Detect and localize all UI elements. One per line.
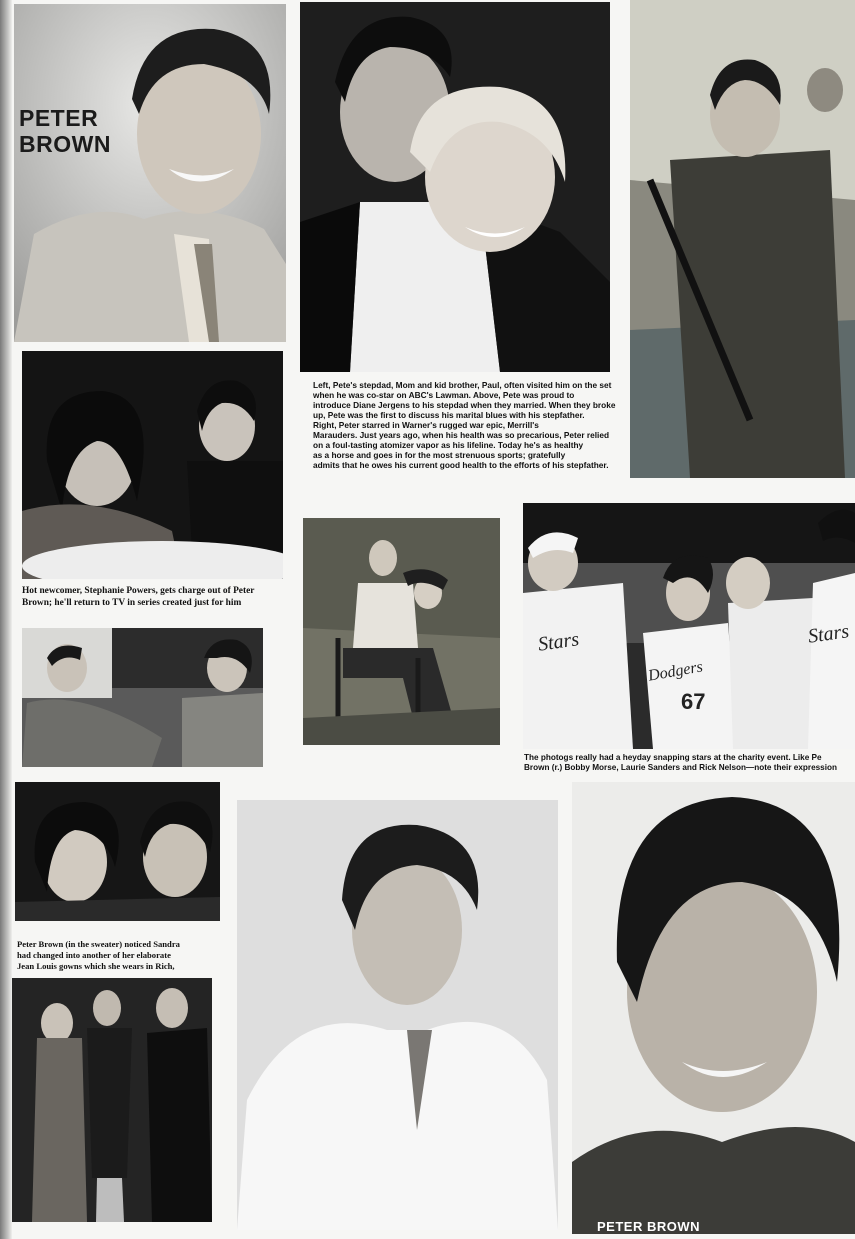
powers-caption-line: Brown; he'll return to TV in series created just for him — [22, 598, 242, 608]
jersey-dodgers: Dodgers — [646, 658, 705, 685]
title-peter: PETER — [19, 105, 99, 131]
powers-caption-line: Hot newcomer, Stephanie Powers, gets charge out of Peter — [22, 586, 255, 596]
charity-caption-line: The photogs really had a heyday snapping stars at the charity event. Like Pe — [524, 753, 822, 762]
stepdad-caption-line: Left, Pete's stepdad, Mom and kid brother, Paul, often visited him on the set — [313, 380, 612, 390]
sandra-caption-line: Jean Louis gowns which she wears in Rich, — [17, 961, 175, 971]
stephanie-powers-photo — [22, 351, 283, 579]
stepdad-caption — [313, 380, 623, 470]
stepdad-caption-line: when he was co-star on ABC's Lawman. Above, Pete was proud to — [313, 390, 575, 400]
jersey-stars-right: Stars — [806, 620, 851, 648]
portrait-photo-top-left — [14, 4, 286, 342]
stepdad-caption-line: as a horse and goes in for the most strenuous sports; gratefully — [313, 450, 566, 460]
couple-photo-top-center — [300, 2, 610, 372]
stepdad-caption-line: on a foul-tasting atomizer vapor as his lifeline. Today he's as healthy — [313, 440, 584, 450]
bottom-right-portrait-photo — [572, 782, 855, 1234]
white-jacket-portrait-photo — [237, 800, 558, 1230]
binding-spine — [0, 0, 12, 1239]
jersey-stars-left: Stars — [536, 628, 581, 656]
charity-caption — [524, 753, 855, 773]
stepdad-caption-line: up, Pete was the first to discuss his marital blues with his stepfather. — [313, 410, 585, 420]
jersey-number: 67 — [681, 689, 706, 714]
sandra-peter-closeup-photo — [15, 782, 220, 921]
charity-event-photo — [523, 503, 855, 749]
sandra-caption-line: Peter Brown (in the sweater) noticed Sandra — [17, 939, 180, 949]
war-movie-photo-top-right — [630, 0, 855, 478]
title-brown: BROWN — [19, 131, 111, 157]
bottom-portrait-label: PETER BROWN — [597, 1219, 700, 1234]
stepdad-caption-line: Marauders. Just years ago, when his health was so precarious, Peter relied — [313, 430, 610, 440]
sandra-caption — [17, 939, 217, 972]
party-scene-photo — [12, 978, 212, 1222]
stepdad-caption-line: Right, Peter starred in Warner's rugged war epic, Merrill's — [313, 420, 539, 430]
sandra-caption-line: had changed into another of her elaborate — [17, 950, 171, 960]
powers-caption — [22, 585, 284, 609]
rocking-chair-photo — [303, 518, 500, 745]
stepdad-caption-line: introduce Diane Jergens to his stepdad when they married. When they broke — [313, 400, 616, 410]
seated-couple-photo — [22, 628, 263, 767]
charity-caption-line: Brown (r.) Bobby Morse, Laurie Sanders and Rick Nelson—note their expression — [524, 763, 838, 772]
stepdad-caption-line: admits that he owes his current good health to the efforts of his stepfather. — [313, 460, 609, 470]
